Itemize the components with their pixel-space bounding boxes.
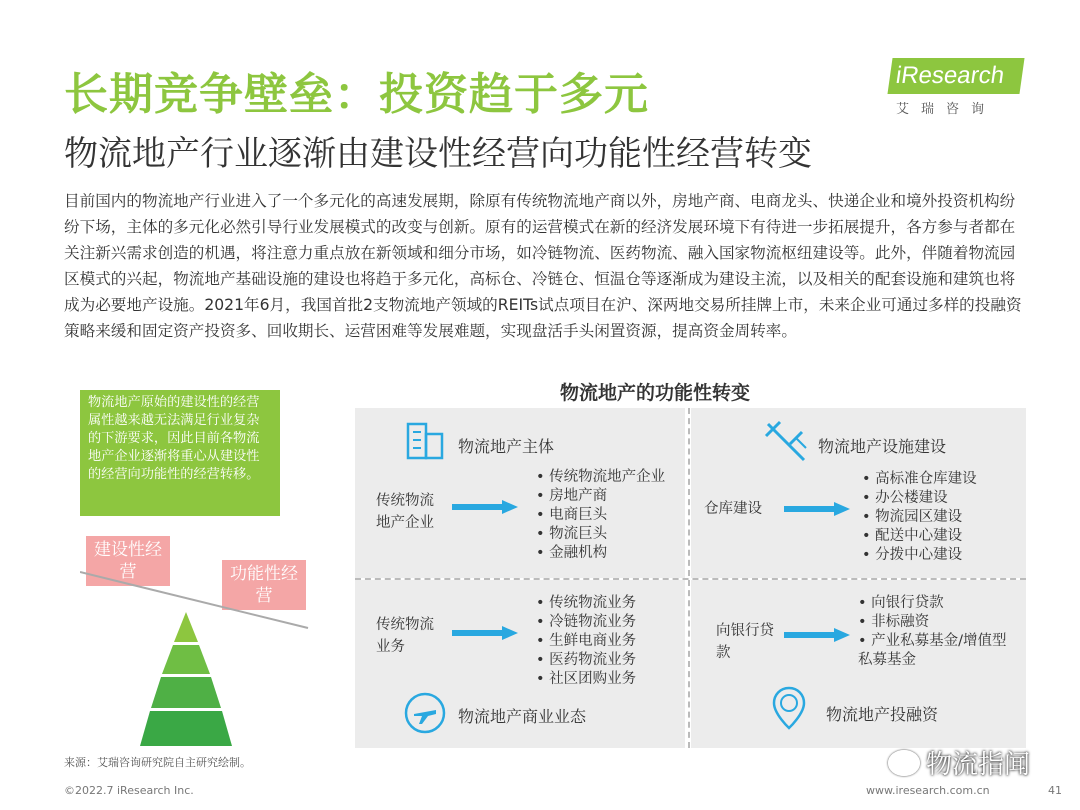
list-item: • 金融机构 xyxy=(536,544,665,563)
list-item: • 非标融资 xyxy=(858,613,1018,632)
q2-arrow-icon xyxy=(784,502,850,516)
building-icon xyxy=(404,420,446,462)
money-location-icon xyxy=(772,686,806,730)
list-item: • 房地产商 xyxy=(536,487,665,506)
q1-list xyxy=(536,468,665,563)
q4-arrow-icon xyxy=(784,628,850,642)
construction-tag-text: 建设性经营 xyxy=(94,540,162,582)
list-item: • 产业私募基金/增值型私募基金 xyxy=(858,632,1018,670)
copyright: ©2022.7 iResearch Inc. xyxy=(64,784,194,797)
q3-label: 传统物流业务 xyxy=(376,617,434,655)
q4-list xyxy=(858,594,1018,670)
q3-arrow-icon xyxy=(452,626,518,640)
wechat-icon xyxy=(888,750,920,776)
q2-list xyxy=(862,470,977,565)
q1-arrow-icon xyxy=(452,500,518,514)
list-item: • 生鲜电商业务 xyxy=(536,632,636,651)
q4-label: 向银行贷款 xyxy=(716,623,774,661)
list-item: • 传统物流地产企业 xyxy=(536,468,665,487)
list-item: • 社区团购业务 xyxy=(536,670,636,689)
q3-heading: 物流地产商业业态 xyxy=(458,707,587,726)
list-item: • 传统物流业务 xyxy=(536,594,636,613)
page-subtitle: 物流地产行业逐渐由建设性经营向功能性经营转变 xyxy=(64,134,812,174)
q1-heading: 物流地产主体 xyxy=(458,437,555,456)
list-item: • 冷链物流业务 xyxy=(536,613,636,632)
pyramid-icon xyxy=(140,612,232,748)
page-number: 41 xyxy=(1048,784,1062,797)
q1-label: 传统物流地产企业 xyxy=(376,493,434,531)
list-item: • 电商巨头 xyxy=(536,506,665,525)
list-item: • 医药物流业务 xyxy=(536,651,636,670)
q2-heading: 物流地产设施建设 xyxy=(818,437,947,456)
page-title: 长期竞争壁垒：投资趋于多元 xyxy=(64,69,649,120)
watermark-text: 物流指闻 xyxy=(926,750,1031,780)
horizontal-divider xyxy=(355,578,1026,580)
tools-icon xyxy=(762,418,810,466)
list-item: • 物流巨头 xyxy=(536,525,665,544)
list-item: • 高标准仓库建设 xyxy=(862,470,977,489)
list-item: • 物流园区建设 xyxy=(862,508,977,527)
green-callout-box: 物流地产原始的建设性的经营属性越来越无法满足行业复杂的下游要求，因此目前各物流地产企业逐渐将重心从建设性的经营向功能性的经营转移。 xyxy=(80,390,280,516)
body-paragraph: 目前国内的物流地产行业进入了一个多元化的高速发展期，除原有传统物流地产商以外，房地产商、电商龙头、快递企业和境外投资机构纷纷下场，主体的多元化必然引导行业发展模式的改变与创新。原有的运营模式在新的经济发展环境下有待进一步拓展提升，各方参与者都在关注新兴需求创造的机遇，将注意力重点放在新领域和细分市场，如冷链物流、医药物流、融入国家物流枢纽建设等。此外，伴随着物流园区模式的兴起，物流地产基础设施的建设也将趋于多元化，高标仓、冷链仓、恒温仓等逐渐成为建设主流，以及相关的配套设施和建筑也将成为必要地产设施。2021年6月，我国首批2支物流地产领域的REITs试点项目在沪、深两地交易所挂牌上市，未来企业可通过多样的投融资策略来缓和固定资产投资多、回收期长、运营困难等发展难题，实现盘活手头闲置资源，提高资金周转率。 xyxy=(64,192,1022,340)
site-url: www.iresearch.com.cn xyxy=(866,784,990,797)
iresearch-logo xyxy=(890,58,1030,117)
q4-heading: 物流地产投融资 xyxy=(826,705,939,724)
list-item: • 办公楼建设 xyxy=(862,489,977,508)
logo-wordmark: iResearch xyxy=(887,58,1024,94)
diagram-title: 物流地产的功能性转变 xyxy=(560,382,751,404)
list-item: • 向银行贷款 xyxy=(858,594,1018,613)
q3-list xyxy=(536,594,636,689)
list-item: • 分拨中心建设 xyxy=(862,546,977,565)
q2-label: 仓库建设 xyxy=(704,501,762,517)
logo-chinese: 艾瑞咨询 xyxy=(896,102,997,117)
source-note: 来源：艾瑞咨询研究院自主研究绘制。 xyxy=(64,756,251,769)
wechat-watermark xyxy=(888,744,1030,781)
functional-tag-text: 功能性经营 xyxy=(230,564,298,606)
list-item: • 配送中心建设 xyxy=(862,527,977,546)
airplane-icon xyxy=(404,692,446,734)
